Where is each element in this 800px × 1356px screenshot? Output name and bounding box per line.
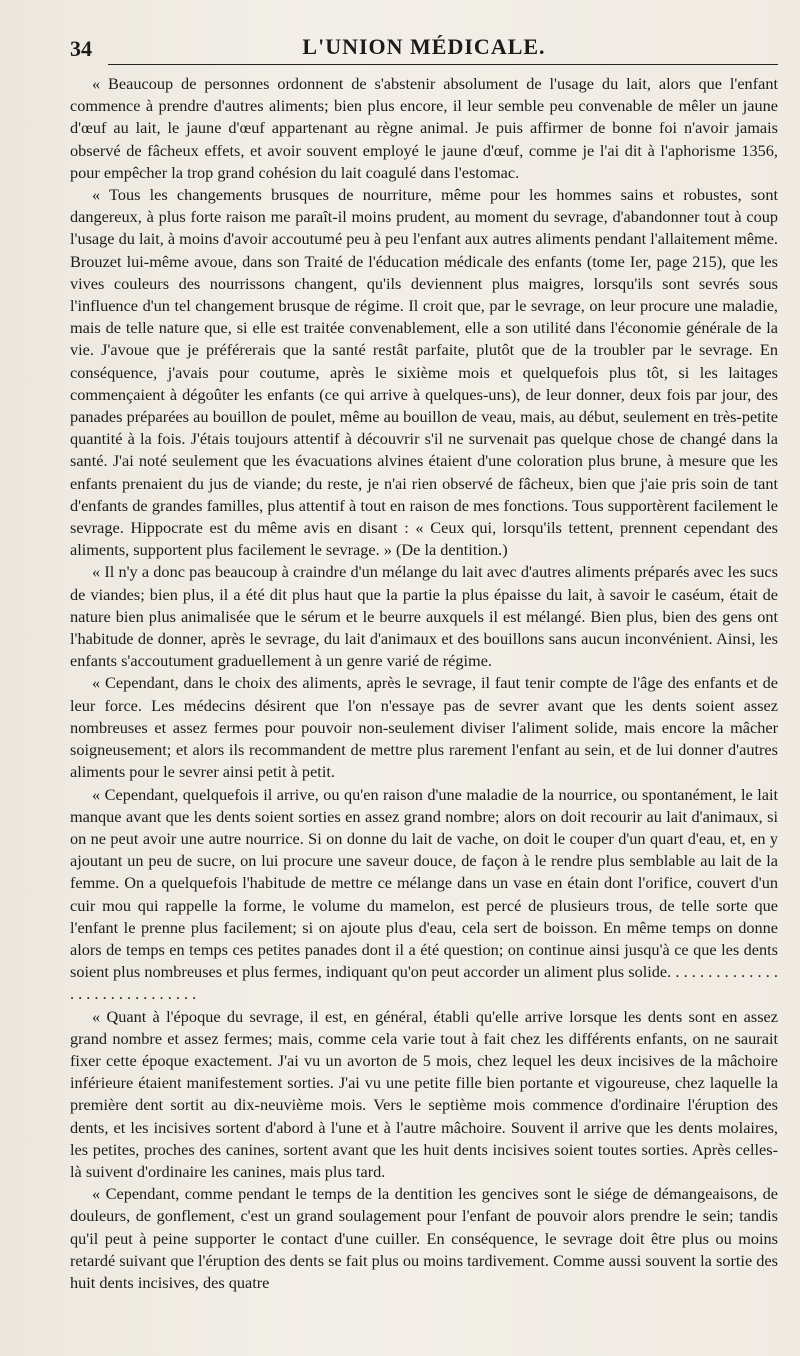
paragraph-5: « Cependant, quelquefois il arrive, ou qu'en raison d'une maladie de la nourrice, ou spontanément, le lait manque avant que les dents soient sorties en assez grand nombre; alors on doit recourir au lait d'animaux, si on ne peut avoir une autre nourrice. Si on donne du lait de vache, on doit le couper d'un quart d'eau, et, en y ajoutant un peu de sucre, on lui procure une saveur douce, de façon à le rendre plus semblable au lait de la femme. On a quelquefois l'habitude de mettre ce mélange dans un vase en étain dont l'orifice, couvert d'un cuir mou qui rappelle la forme, le volume du mamelon, est percé de plusieurs trous, de telle sorte que l'enfant le prenne plus facilement; si on ajoute plus d'eau, cela sert de boisson. En même temps on donne alors de temps en temps ces petites panades dont il a été question; on continue ainsi jusqu'à ce que les dents soient plus nombreuses et plus fermes, indiquant qu'on peut accorder un aliment plus solide. . . . . . . . . . . . . . . . . . . . . . . . . . . . . . (70, 784, 778, 1004)
page-header (70, 28, 778, 62)
paragraph-7: « Cependant, comme pendant le temps de la dentition les gencives sont le siége de démangeaisons, de douleurs, de gonflement, c'est un grand soulagement pour l'enfant de pouvoir alors prendre le sein; tandis qu'il peut à peine supporter le contact d'une cuiller. En conséquence, le sevrage doit être plus ou moins retardé suivant que l'éruption des dents se fait plus ou moins tardivement. Comme aussi souvent la sortie des huit dents incisives, des quatre (70, 1184, 778, 1292)
page-number: 34 (70, 36, 92, 61)
running-title: L'UNION MÉDICALE. (302, 34, 546, 59)
paragraph-6: « Quant à l'époque du sevrage, il est, en général, établi qu'elle arrive lorsque les dents sont en assez grand nombre et assez fermes; mais, comme cela varie tout à fait chez les différents enfants, on ne saurait fixer cette époque exactement. J'ai vu un avorton de 5 mois, chez lequel les deux incisives de la mâchoire inférieure étaient manifestement sorties. J'ai vu une petite fille bien portante et vigoureuse, chez laquelle la première dent sortit au dix-neuvième mois. Vers le septième mois commence d'ordinaire l'éruption des dents, et les incisives sortent d'abord à l'une et à l'autre mâchoire. Souvent il arrive que les dents molaires, les petites, proches des canines, sortent avant que les huit dents incisives soient toutes sorties. Après celles-là suivent d'ordinaire les canines, mais plus tard. (70, 1006, 778, 1181)
paragraph-4: « Cependant, dans le choix des aliments, après le sevrage, il faut tenir compte de l'âge des enfants et de leur force. Les médecins désirent que l'on n'essaye pas de sevrer avant que les dents soient assez nombreuses et assez fermes pour pouvoir non-seulement diviser l'aliment solide, mais encore la mâcher soigneusement; et alors ils recommandent de mettre plus rarement l'enfant au sein, et de lui donner d'autres aliments pour le sevrer ainsi petit à petit. (70, 673, 778, 782)
paragraph-2: « Tous les changements brusques de nourriture, même pour les hommes sains et robustes, sont dangereux, à plus forte raison me paraît-il moins prudent, au moment du sevrage, d'abandonner tout à coup l'usage du lait, à moins d'avoir accoutumé peu à peu l'enfant aux autres aliments pendant l'allaitement même. Brouzet lui-même avoue, dans son Traité de l'éducation médicale des enfants (tome Ier, page 215), que les vives couleurs des nourrissons changent, qu'ils deviennent plus maigres, lorsqu'ils sont sevrés sous l'influence d'un tel changement brusque de régime. Il croit que, par le sevrage, on leur procure une maladie, mais de telle nature que, si elle est traitée convenablement, elle a son utilité dans l'économie générale de la vie. J'avoue que je préférerais que la santé restât parfaite, plutôt que de la troubler par le sevrage. En conséquence, j'avais pour coutume, après le sixième mois et quelquefois plus tôt, si les laitages commençaient à dégoûter les enfants (ce qui arrive à quelques-uns), de leur donner, deux fois par jour, des panades préparées au bouillon de poulet, même au bouillon de veau, mais, au début, seulement en très-petite quantité à la fois. J'étais toujours attentif à découvrir s'il ne survenait pas quelque chose de changé dans la santé. J'ai noté seulement que les évacuations alvines étaient d'une coloration plus brune, à mesure que les enfants prenaient du jus de viande; du reste, je n'ai rien observé de fâcheux, bien que j'aie pris soin de tant d'enfants de grandes familles, plus attentif à tout en raison de mes fonctions. Tous supportèrent facilement le sevrage. Hippocrate est du même avis en disant : « Ceux qui, lorsqu'ils tettent, prennent cependant des aliments, supportent plus facilement le sevrage. » (De la dentition.) (70, 185, 778, 560)
article-body (70, 73, 778, 1294)
header-rule (108, 64, 778, 65)
paragraph-3: « Il n'y a donc pas beaucoup à craindre d'un mélange du lait avec d'autres aliments préparés avec les sucs de viandes; bien plus, il a été dit plus haut que la partie la plus épaisse du lait, à savoir le caséum, était de nature bien plus animalisée que le sérum et le beurre auxquels il est mélangé. Bien plus, bien des gens ont l'habitude de donner, après le sevrage, du lait d'animaux et des bouillons sans aucun inconvénient. Ainsi, les enfants s'accoutument graduellement à un genre varié de régime. (70, 562, 778, 671)
paragraph-1: « Beaucoup de personnes ordonnent de s'abstenir absolument de l'usage du lait, alors que l'enfant commence à prendre d'autres aliments; bien plus encore, il leur semble peu convenable de mêler un jaune d'œuf au lait, le jaune d'œuf appartenant au règne animal. Je puis affirmer de bonne foi n'avoir jamais observé de fâcheux effets, et avoir souvent employé le jaune d'œuf, comme je l'ai dit à l'aphorisme 1356, pour empêcher la trop grand cohésion du lait coagulé dans l'estomac. (70, 74, 778, 182)
